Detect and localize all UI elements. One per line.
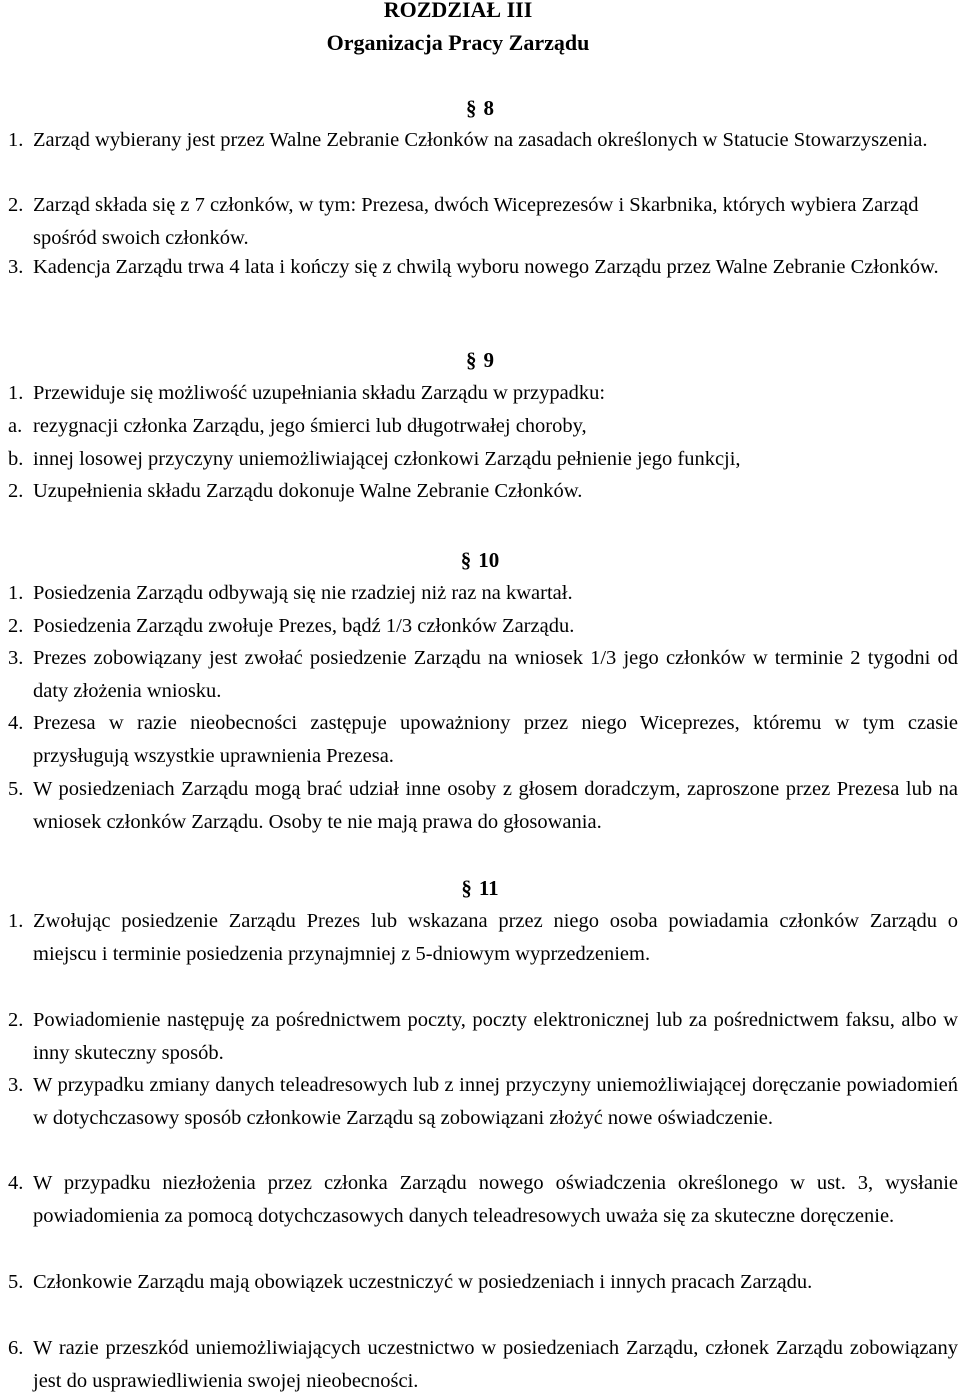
item-text: Członkowie Zarządu mają obowiązek uczestniczyć w posiedzeniach i innych pracach Zarządu. xyxy=(33,1271,813,1293)
item-marker: 2. xyxy=(8,1009,24,1031)
item-marker: 1. xyxy=(8,910,24,932)
section-symbol: § xyxy=(460,548,472,572)
item-marker: 5. xyxy=(8,778,24,800)
section-number: 9 xyxy=(483,348,494,372)
item-marker: 4. xyxy=(8,712,24,734)
item-marker: 6. xyxy=(8,1337,24,1359)
item-text: Kadencja Zarządu trwa 4 lata i kończy się z chwilą wyboru nowego Zarządu przez Walne Zebranie Członków. xyxy=(33,256,939,278)
section-number: 8 xyxy=(483,96,494,120)
item-marker: a. xyxy=(8,415,23,437)
item-text: Zarząd składa się z 7 członków, w tym: Prezesa, dwóch Wiceprezesów i Skarbnika, których wybiera Zarząd spośród swoich członków. xyxy=(33,194,919,249)
item-marker: 3. xyxy=(8,647,24,669)
item-text: Powiadomienie następuję za pośrednictwem poczty, poczty elektronicznej lub za pośrednictwem faksu, albo w inny skuteczny sposób. xyxy=(33,1009,958,1064)
item-marker: 3. xyxy=(8,1074,24,1096)
item-marker: 2. xyxy=(8,480,24,502)
section-heading-9 xyxy=(0,345,960,375)
section-number: 10 xyxy=(478,548,500,572)
item-text: Posiedzenia Zarządu odbywają się nie rzadziej niż raz na kwartał. xyxy=(33,582,573,604)
item-text: W przypadku niezłożenia przez członka Zarządu nowego oświadczenia określonego w ust. 3, wysłanie powiadomienia za pomocą dotychczasowych danych teleadresowych uważa się za skuteczne doręczenie. xyxy=(33,1172,958,1227)
item-text: rezygnacji członka Zarządu, jego śmierci lub długotrwałej choroby, xyxy=(33,415,587,437)
item-text: W razie przeszkód uniemożliwiających uczestnictwo w posiedzeniach Zarządu, członek Zarządu zobowiązany jest do usprawiedliwienia swojej nieobecności. xyxy=(33,1337,958,1392)
item-text: innej losowej przyczyny uniemożliwiającej członkowi Zarządu pełnienie jego funkcji, xyxy=(33,448,741,470)
item-text: Uzupełnienia składu Zarządu dokonuje Walne Zebranie Członków. xyxy=(33,480,583,502)
item-text: Posiedzenia Zarządu zwołuje Prezes, bądź 1/3 członków Zarządu. xyxy=(33,615,575,637)
item-marker: 2. xyxy=(8,615,24,637)
item-marker: 5. xyxy=(8,1271,24,1293)
item-marker: 4. xyxy=(8,1172,24,1194)
item-text: Zarząd wybierany jest przez Walne Zebranie Członków na zasadach określonych w Statucie Stowarzyszenia. xyxy=(33,129,928,151)
item-text: Prezesa w razie nieobecności zastępuje upoważniony przez niego Wiceprezes, któremu w tym czasie przysługują wszystkie uprawnienia Prezesa. xyxy=(33,712,958,767)
section-heading-10 xyxy=(0,545,960,575)
item-text: Prezes zobowiązany jest zwołać posiedzenie Zarządu na wniosek 1/3 jego członków w terminie 2 tygodni od daty złożenia wniosku. xyxy=(33,647,958,702)
item-marker: 2. xyxy=(8,194,24,216)
section-symbol: § xyxy=(466,348,477,372)
item-text: Przewiduje się możliwość uzupełniania składu Zarządu w przypadku: xyxy=(33,382,606,404)
item-marker: 1. xyxy=(8,582,24,604)
section-heading-11 xyxy=(0,873,960,903)
item-text: Zwołując posiedzenie Zarządu Prezes lub wskazana przez niego osoba powiadamia członków Zarządu o miejscu i terminie posiedzenia przynajmniej z 5-dniowym wyprzedzeniem. xyxy=(33,910,958,965)
item-marker: 3. xyxy=(8,256,24,278)
item-marker: 1. xyxy=(8,129,24,151)
chapter-heading: ROZDZIAŁ III xyxy=(383,0,533,22)
section-heading-8 xyxy=(0,93,960,123)
item-text: W posiedzeniach Zarządu mogą brać udział inne osoby z głosem doradczym, zaproszone przez Prezesa lub na wniosek członków Zarządu. Osoby te nie mają prawa do głosowania. xyxy=(33,778,958,833)
item-marker: 1. xyxy=(8,382,24,404)
section-symbol: § xyxy=(461,876,472,900)
section-symbol: § xyxy=(466,96,477,120)
section-number: 11 xyxy=(478,876,499,900)
item-marker: b. xyxy=(8,448,24,470)
chapter-subtitle: Organizacja Pracy Zarządu xyxy=(326,30,590,55)
item-text: W przypadku zmiany danych teleadresowych lub z innej przyczyny uniemożliwiającej doręczanie powiadomień w dotychczasowy sposób członkowie Zarządu są zobowiązani złożyć nowe oświadczenie. xyxy=(33,1074,958,1129)
